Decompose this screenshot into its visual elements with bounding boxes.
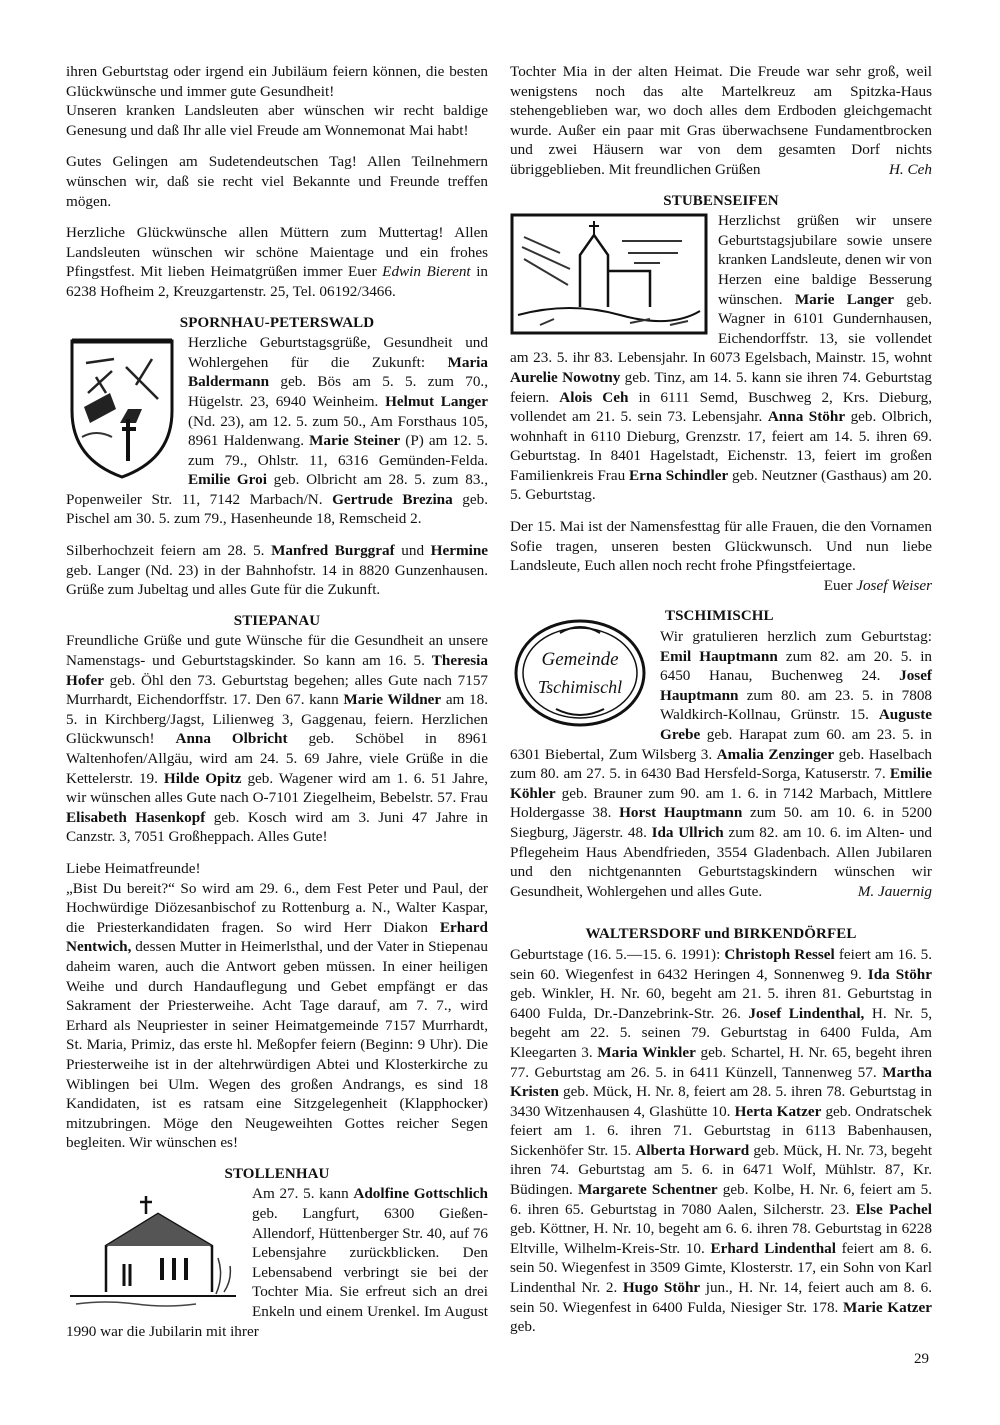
paragraph: Herzlichst grüßen wir unsere Geburtstagsjubilare sowie unsere kranken Landsleute, denen wir von Herzen eine baldige Besserung wünschen. Marie Langer geb. Wagner in 6101 Gundernhausen, Eichendorffstr. 13, sie vollendet am 23. 5. ihr 83. Lebensjahr. In 6073 Egelsbach, Mainstr. 15, wohnt Aurelie Nowotny geb. Tinz, am 14. 5. kann sie ihren 74. Geburtstag feiern. Alois Ceh in 6111 Semd, Buschweg 2, Krs. Dieburg, vollendet am 21. 5. sein 73. Lebensjahr. Anna Stöhr geb. Olbrich, wohnhaft in 6110 Dieburg, Grenzstr. 17, feiert am 14. 5. ihren 69. Geburtstag. In 8401 Hagelstadt, Eichenstr. 13, feiert im großen Familienkreis Frau Erna Schindler geb. Neutzner (Gasthaus) am 20. 5. Geburtstag.	[510, 212, 933, 504]
paragraph: „Bist Du bereit?“ So wird am 29. 6., dem Fest Peter und Paul, der Hochwürdige Diözesanbischof zu Rottenburg a. N., Walter Kaspar, die Priesterkandidaten fragen. So wird Herr Diakon Erhard Nentwich, dessen Mutter in Heimerlsthal, und der Vater in Stiepenau daheim waren, auch die Antwort geben müssen. In einer heiligen Weihe und durch Handauflegung und Gebet empfängt er das Sakrament der Priesterweihe. Acht Tage darauf, am 7. 7., wird Erhard als Neupriester in seiner Heimatgemeinde 7157 Murrhardt, St. Maria, Primiz, das erste hl. Meßopfer feiern (Beginn: 9 Uhr). Die Priesterweihe ist in der altehrwürdigen Abtei und Klosterkirche zu Wiblingen bei Ulm. Wegen des großen Andrangs, es sind 18 Kandidaten, ist es ratsam eine Sitzgelegenheit (Klapphocker) mitzubringen. Möge den Neugeweihten Gottes reicher Segen begleiten. Wir wünschen es!	[66, 879, 489, 1152]
signature: H. Ceh	[888, 160, 932, 178]
paragraph: Am 27. 5. kann Adolfine Gottschlich geb. Langfurt, 6300 Gießen-Allendorf, Hüttenberger Str. 40, auf 76 Lebensjahre zurückblicken. Den Lebensabend verbringt sie bei der Tochter Mia. Sie erfreut sich an drei Enkeln und einem Urenkel. Im August 1990 war die Jubilarin mit ihrer	[66, 1185, 488, 1340]
village-church-drawing-image	[510, 211, 708, 337]
paragraph: Herzliche Geburtstagsgrüße, Gesundheit und Wohlergehen für die Zukunft: Maria Baldermann geb. Bös am 5. 5. zum 70., Hügelstr. 23, 6940 Weinheim. Helmut Langer (Nd. 23), am 12. 5. zum 50., Am Forsthaus 105, 8961 Haldenwang. Marie Steiner (P) am 12. 5. zum 79., Ohlstr. 11, 6316 Gemünden-Felda. Emilie Groi geb. Olbricht am 28. 5. zum 83., Popenweiler Str. 11, 7142 Marbach/N. Gertrude Brezina geb. Pischel am 30. 5. zum 79., Hasenheunde 18, Remscheid 2.	[66, 334, 489, 528]
paragraph: Liebe Heimatfreunde!	[66, 859, 201, 877]
paragraph: Der 15. Mai ist der Namensfesttag für alle Frauen, die den Vornamen Sofie tragen, unseren besten Glückwunsch. Und nun liebe Landsleute, Euch allen noch recht frohe Pfingstfeiertage.	[510, 518, 932, 575]
paragraph: Gutes Gelingen am Sudetendeutschen Tag! Allen Teilnehmern wünschen wir, daß sie recht viel Bekannte und Freunde treffen mögen.	[66, 153, 488, 210]
chapel-drawing-image	[66, 1184, 242, 1312]
section-tschimischl	[510, 607, 932, 925]
author-name: Edwin Bierent	[382, 263, 471, 281]
section-heading: WALTERSDORF und BIRKENDÖRFEL	[585, 926, 857, 943]
paragraph: Silberhochzeit feiern am 28. 5. Manfred Burggraf und Hermine geb. Langer (Nd. 23) in der Bahnhofstr. 14 in 8820 Gunzenhausen. Grüße zum Jubeltag und alles Gute für die Zukunft.	[66, 542, 489, 599]
paragraph: Wir gratulieren herzlich zum Geburtstag: Emil Hauptmann zum 82. am 20. 5. in 6450 Hanau, Buchenweg 24. Josef Hauptmann zum 80. am 23. 5. in 7808 Waldkirch-Kollnau, Grünstr. 15. Auguste Grebe geb. Harapat zum 60. am 23. 5. in 6301 Biebertal, Zum Wilsberg 3. Amalia Zenzinger geb. Haselbach zum 80. am 27. 5. in 6430 Bad Hersfeld-Sorga, Katuserstr. 7. Emilie Köhler geb. Brauner zum 90. am 1. 6. in 7142 Marbach, Mittlere Holdergasse 38. Horst Hauptmann zum 50. am 10. 6. in 5200 Siegburg, Jägerstr. 48. Ida Ullrich zum 82. am 10. 6. im Alten- und Pflegeheim Haus Abendfrieden, 3554 Gladenbach. Allen Jubilaren und den nichtgenannten Geburtstagskindern wünschen wir Gesundheit, Wohlergehen und alles Gute. M. Jauernig	[510, 628, 933, 900]
paragraph: Geburtstage (16. 5.—15. 6. 1991): Christoph Ressel feiert am 16. 5. sein 60. Wiegenfest in 6432 Heringen 4, Sonnenweg 9. Ida Stöhr geb. Winkler, H. Nr. 60, begeht am 21. 5. ihren 81. Geburtstag in 6400 Fulda, Dr.-Danzebrink-Str. 26. Josef Lindenthal, H. Nr. 5, begeht am 22. 5. seinen 79. Geburtstag in 6400 Fulda, Am Kleegarten 3. Maria Winkler geb. Schartel, H. Nr. 65, begeht ihren 77. Geburtstag am 26. 5. in 6411 Künzell, Tannenweg 57. Martha Kristen geb. Mück, H. Nr. 8, feiert am 28. 5. ihren 78. Geburtstag in 3430 Witzenhausen 4, Glashütte 10. Herta Katzer geb. Ondratschek feiert am 1. 6. ihren 71. Geburtstag in 6113 Babenhausen, Sickenhöfer Str. 15. Alberta Horward geb. Mück, H. Nr. 73, begeht ihren 74. Geburtstag am 5. 6. in 6471 Wolf, Mühlstr. 87, Kr. Büdingen. Margarete Schentner geb. Kolbe, H. Nr. 6, feiert am 5. 6. ihren 65. Geburtstag in 7080 Aalen, Silcherstr. 23. Else Pachel geb. Köttner, H. Nr. 10, begeht am 6. 6. ihren 78. Geburtstag in 6228 Eltville, Wilhelm-Kreis-Str. 10. Erhard Lindenthal feiert am 8. 6. sein 50. Wiegenfest in 3509 Gimte, Klosterstr. 17, ein Sohn von Karl Lindenthal Nr. 2. Hugo Stöhr jun., H. Nr. 14, feiert auch am 8. 6. sein 50. Wiegenfest in 6400 Fulda, Niesiger Str. 178. Marie Katzer geb.	[510, 945, 933, 1336]
coat-of-arms-image	[66, 333, 178, 481]
page-number: 29	[914, 1351, 929, 1367]
section-heading: SPORNHAU-PETERSWALD	[179, 314, 375, 331]
municipal-seal-image	[510, 611, 650, 731]
paragraph: Freundliche Grüße und gute Wünsche für die Gesundheit an unsere Namenstags- und Geburtstagskinder. So kann am 16. 5. Theresia Hofer geb. Öhl den 73. Geburtstag begehen; alles Gute nach 7157 Murrhardt, Eichendorffstr. 17. Den 67. kann Marie Wildner am 18. 5. in Kirchberg/Jagst, Lilienweg 3, Gaggenau, feiern. Herzlichen Glückwunsch! Anna Olbricht geb. Schöbel in 8961 Waltenhofen/Allgäu, wird am 24. 5. 69 Jahre, viele Grüße in die Kettelerstr. 19. Hilde Opitz geb. Wagener wird am 1. 6. 51 Jahre, wir wünschen alles Gute nach O-7101 Ziegelheim, Bebelstr. 57. Frau Elisabeth Hasenkopf geb. Kosch wird am 3. Juni 47 Jahre in Canzstr. 3, 7051 Großheppach. Alles Gute!	[66, 632, 489, 846]
section-heading: TSCHIMISCHL	[665, 608, 774, 625]
section-heading: STUBENSEIFEN	[663, 192, 779, 209]
seal-text-top: Gemeinde	[541, 649, 619, 671]
section-stiepanau	[66, 612, 488, 1153]
paragraph: ihren Geburtstag oder irgend ein Jubiläum feiern können, die besten Glückwünsche und immer gute Gesundheit!	[66, 63, 488, 100]
signature: M. Jauernig	[857, 882, 932, 900]
signature: Josef Weiser	[856, 576, 932, 594]
left-column	[66, 62, 488, 1353]
seal-text-bottom: Tschimischl	[537, 677, 623, 698]
section-spornhau-peterswald	[66, 314, 488, 600]
paragraph: Herzliche Glückwünsche allen Müttern zum Muttertag! Allen Landsleuten wünschen wir schöne Maientage und ein frohes Pfingstfest. Mit lieben Heimatgrüßen immer Euer Edwin Bierent in 6238 Hofheim 2, Kreuzgartenstr. 25, Tel. 06192/3466.	[66, 224, 489, 300]
section-heading: STOLLENHAU	[224, 1165, 330, 1182]
section-stollenhau	[66, 1165, 488, 1341]
paragraph: Euer Josef Weiser	[823, 576, 932, 594]
section-heading: STIEPANAU	[233, 612, 321, 629]
paragraph: Unseren kranken Landsleuten aber wünschen wir recht baldige Genesung und daß Ihr alle viel Freude am Wonnemonat Mai habt!	[66, 102, 488, 139]
right-column	[510, 62, 932, 1349]
section-stubenseifen	[510, 192, 932, 596]
section-waltersdorf-birkendoerfel	[510, 925, 932, 1336]
paragraph: Tochter Mia in der alten Heimat. Die Freude war sehr groß, weil wenigstens noch das alte Martelkreuz am Spitzka-Haus stehengeblieben war, wo doch alles dem Erdboden gleichgemacht wurde. Außer ein paar mit Gras überwachsene Fundamentbrocken und zwei Häusern war von dem gesamten Dorf nichts übriggeblieben. Mit freundlichen Grüßen H. Ceh	[510, 63, 932, 178]
